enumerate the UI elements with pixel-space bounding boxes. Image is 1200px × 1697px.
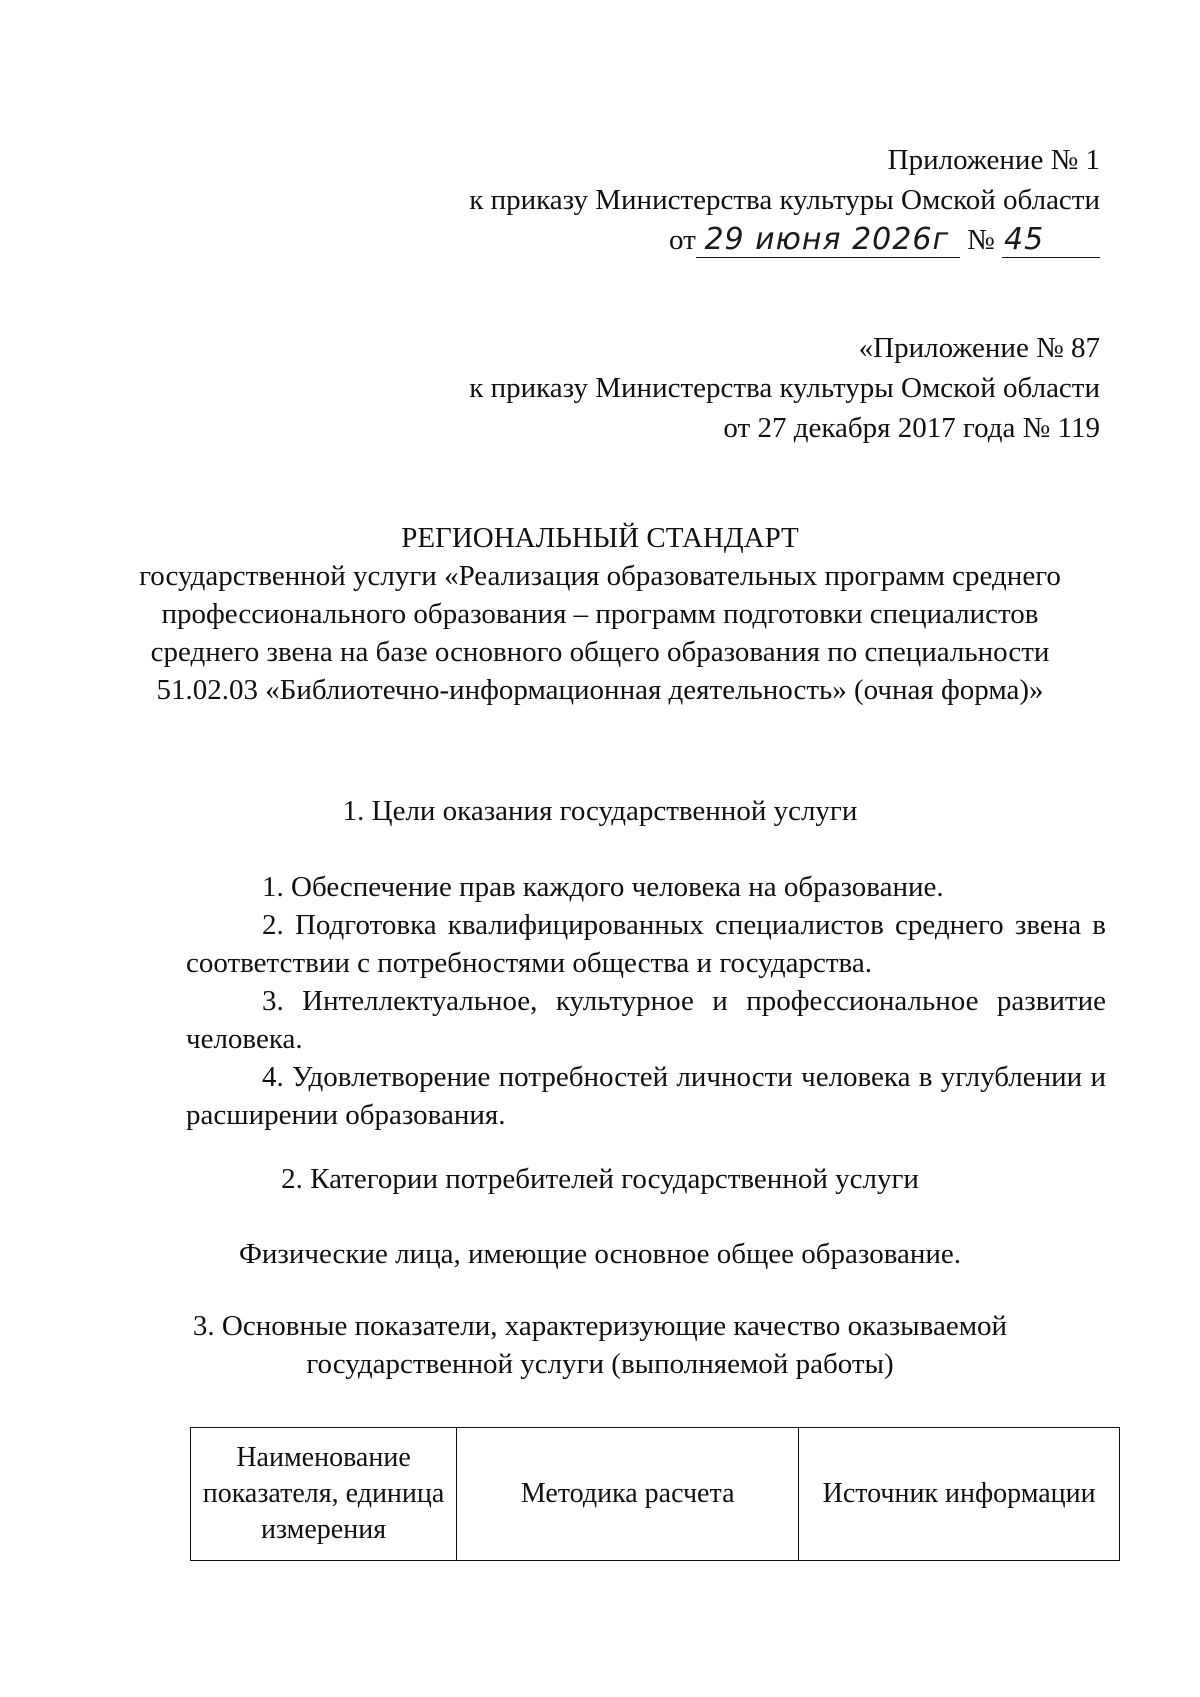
from-prefix: от <box>669 224 696 256</box>
goal-item: 3. Интеллектуальное, культурное и профессиональное развитие человека. <box>186 985 1106 1055</box>
attachment-87-title: «Приложение № 87 <box>858 332 1100 364</box>
indicators-table <box>190 1427 1120 1561</box>
section-2-text: Физические лица, имеющие основное общее образование. <box>238 1238 962 1270</box>
attachment-87-date: от 27 декабря 2017 года № 119 <box>723 412 1100 444</box>
section-1-list <box>186 868 1106 1134</box>
handwritten-number: 45 <box>1002 223 1100 258</box>
attachment-1-order: к приказу Министерства культуры Омской области <box>469 184 1100 216</box>
attachment-87-order: к приказу Министерства культуры Омской области <box>469 372 1100 404</box>
standard-subtitle: государственной услуги «Реализация образовательных программ среднего профессионального образования – программ подготовки специалистов среднего звена на базе основного общего образования по специальности 51.02.03 «Библиотечно-информационная деятельность» (очная форма)» <box>139 560 1061 706</box>
section-3-heading: 3. Основные показатели, характеризующие качество оказываемой государственной услуги (выполняемой работы) <box>192 1310 1008 1380</box>
attachment-87-header <box>469 328 1100 448</box>
section-1-heading: 1. Цели оказания государственной услуги <box>342 795 858 827</box>
table-header-method: Методика расчета <box>457 1428 799 1561</box>
attachment-1-title: Приложение № 1 <box>887 144 1100 176</box>
number-prefix: № <box>967 224 995 256</box>
goal-item: 2. Подготовка квалифицированных специалистов среднего звена в соответствии с потребностями общества и государства. <box>186 909 1106 979</box>
goal-item: 1. Обеспечение прав каждого человека на образование. <box>262 871 944 903</box>
handwritten-date: 29 июня 2026г <box>696 223 960 258</box>
table-header-row <box>191 1428 1120 1561</box>
standard-title: РЕГИОНАЛЬНЫЙ СТАНДАРТ <box>401 522 799 554</box>
table-header-indicator: Наименование показателя, единица измерения <box>191 1428 457 1561</box>
section-2-heading: 2. Категории потребителей государственной услуги <box>281 1163 919 1195</box>
attachment-1-date-line <box>469 220 1100 260</box>
attachment-1-header <box>469 140 1100 260</box>
goal-item: 4. Удовлетворение потребностей личности человека в углублении и расширении образования. <box>186 1061 1106 1131</box>
table-header-source: Источник информации <box>799 1428 1120 1561</box>
